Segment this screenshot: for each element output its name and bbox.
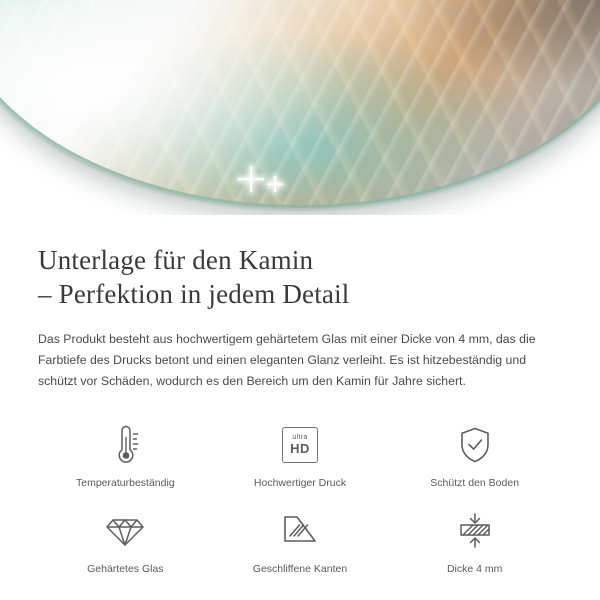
- description-paragraph: Das Produkt besteht aus hochwertigem gehärtetem Glas mit einer Dicke von 4 mm, das die Farbtiefe des Drucks betont und einen eleganten Glanz verleiht. Es ist hitzebeständig und schützt vor Schäden, wodurch es den Bereich um den Kamin für Jahre sichert.: [38, 332, 536, 388]
- feature-item-thickness: [387, 504, 562, 582]
- page-title: [38, 243, 562, 311]
- feature-label: Gehärtetes Glas: [87, 563, 164, 575]
- ultra-hd-icon: [282, 422, 318, 468]
- glass-disc-surface: [0, 0, 600, 208]
- feature-label: Temperaturbeständig: [76, 477, 175, 489]
- feature-label: Dicke 4 mm: [446, 563, 503, 575]
- feature-label: Schützt den Boden: [430, 477, 520, 489]
- shield-check-icon: [455, 422, 495, 468]
- ultra-hd-badge-main: HD: [290, 441, 310, 456]
- polished-edges-icon: [279, 508, 321, 554]
- feature-item-floor-protection: [387, 418, 562, 496]
- ultra-hd-badge-top: ultra: [292, 434, 308, 441]
- feature-item-polished-edges: [213, 504, 388, 582]
- feature-label: Hochwertiger Druck: [253, 477, 347, 489]
- feature-item-tempered-glass: [38, 504, 213, 582]
- thickness-icon: [454, 508, 496, 554]
- page-title-line-2: – Perfektion in jedem Detail: [38, 279, 350, 309]
- feature-grid: [38, 418, 562, 582]
- thermometer-icon: [106, 422, 144, 468]
- hero-image: [0, 0, 600, 215]
- diamond-icon: [104, 508, 146, 554]
- page-title-line-1: Unterlage für den Kamin: [38, 245, 314, 275]
- content-section: [0, 243, 600, 582]
- feature-item-print: [213, 418, 388, 496]
- glass-disc: [0, 0, 600, 208]
- feature-item-temperature: [38, 418, 213, 496]
- feature-label: Geschliffene Kanten: [252, 563, 348, 575]
